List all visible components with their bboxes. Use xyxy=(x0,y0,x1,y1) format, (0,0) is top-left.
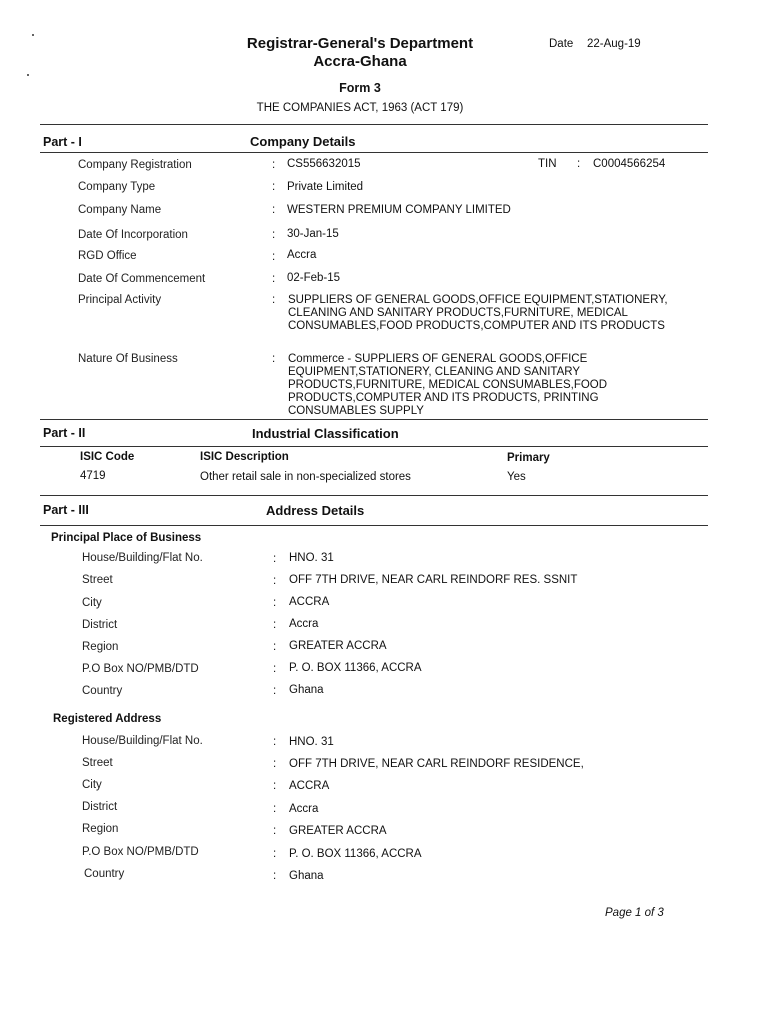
colon: : xyxy=(273,553,277,565)
registered-street-label: Street xyxy=(82,757,113,769)
colon: : xyxy=(273,736,277,748)
primary-value: Yes xyxy=(507,471,526,483)
date-of-commencement-value: 02-Feb-15 xyxy=(287,272,341,284)
part-2-label: Part - II xyxy=(43,426,86,440)
colon: : xyxy=(272,181,276,193)
registered-street-value: OFF 7TH DRIVE, NEAR CARL REINDORF RESIDENCE, xyxy=(289,758,584,770)
form-number: Form 3 xyxy=(339,81,381,95)
principal-pobox-value: P. O. BOX 11366, ACCRA xyxy=(289,662,422,674)
registered-district-value: Accra xyxy=(289,803,319,815)
principal-country-label: Country xyxy=(82,685,123,697)
colon: : xyxy=(272,353,276,365)
principal-house-label: House/Building/Flat No. xyxy=(82,552,203,564)
principal-country-value: Ghana xyxy=(289,684,324,696)
colon: : xyxy=(272,229,276,241)
registered-city-value: ACCRA xyxy=(289,780,330,792)
date-label: Date xyxy=(549,38,574,50)
company-type-value: Private Limited xyxy=(287,181,364,193)
company-name-value: WESTERN PREMIUM COMPANY LIMITED xyxy=(287,204,511,216)
colon: : xyxy=(273,685,277,697)
colon: : xyxy=(273,780,277,792)
isic-code-header: ISIC Code xyxy=(80,451,135,463)
registered-house-value: HNO. 31 xyxy=(289,736,334,748)
tin-value: C0004566254 xyxy=(593,158,666,170)
registered-pobox-value: P. O. BOX 11366, ACCRA xyxy=(289,848,422,860)
part-3-label: Part - III xyxy=(43,503,89,517)
colon: : xyxy=(273,870,277,882)
part-1-label: Part - I xyxy=(43,135,82,149)
industrial-classification-title: Industrial Classification xyxy=(252,426,399,441)
colon: : xyxy=(272,251,276,263)
location-title: Accra-Ghana xyxy=(313,53,407,70)
nature-of-business-value: Commerce - SUPPLIERS OF GENERAL GOODS,OFFICE EQUIPMENT,STATIONERY, CLEANING AND SANITARY PRODUCTS,FURNITURE, MEDICAL CONSUMABLES,FOOD PRODUCTS,COMPUTER AND ITS PRODUCTS, PRINTING CONSUMABLES SUPPLY xyxy=(288,353,608,417)
colon: : xyxy=(273,575,277,587)
colon: : xyxy=(273,663,277,675)
principal-region-label: Region xyxy=(82,641,119,653)
company-name-label: Company Name xyxy=(78,204,162,216)
principal-street-label: Street xyxy=(82,574,113,586)
address-details-title: Address Details xyxy=(266,503,365,518)
date-of-incorporation-value: 30-Jan-15 xyxy=(287,228,339,240)
principal-pobox-label: P.O Box NO/PMB/DTD xyxy=(82,663,199,675)
tin-label: TIN xyxy=(538,158,557,170)
rgd-office-value: Accra xyxy=(287,249,317,261)
divider xyxy=(40,152,708,153)
principal-region-value: GREATER ACCRA xyxy=(289,640,387,652)
date-of-commencement-label: Date Of Commencement xyxy=(78,273,206,285)
principal-activity-value: SUPPLIERS OF GENERAL GOODS,OFFICE EQUIPMENT,STATIONERY, CLEANING AND SANITARY PRODUCTS,FURNITURE, MEDICAL CONSUMABLES,FOOD PRODUCTS,COMPUTER AND ITS PRODUCTS xyxy=(288,294,668,332)
scan-mark xyxy=(32,34,34,36)
principal-activity-label: Principal Activity xyxy=(78,294,162,306)
colon: : xyxy=(272,294,276,306)
registered-city-label: City xyxy=(82,779,102,791)
principal-city-label: City xyxy=(82,597,102,609)
divider xyxy=(40,419,708,420)
divider xyxy=(40,124,708,125)
registered-address-heading: Registered Address xyxy=(53,713,162,725)
divider xyxy=(40,495,708,496)
company-registration-value: CS556632015 xyxy=(287,158,361,170)
registered-country-value: Ghana xyxy=(289,870,324,882)
rgd-office-label: RGD Office xyxy=(78,250,137,262)
colon: : xyxy=(273,825,277,837)
colon: : xyxy=(273,848,277,860)
company-registration-label: Company Registration xyxy=(78,159,192,171)
colon: : xyxy=(272,204,276,216)
registered-region-label: Region xyxy=(82,823,119,835)
isic-description-header: ISIC Description xyxy=(200,451,289,463)
principal-city-value: ACCRA xyxy=(289,596,330,608)
colon: : xyxy=(273,641,277,653)
registered-pobox-label: P.O Box NO/PMB/DTD xyxy=(82,846,199,858)
act-title: THE COMPANIES ACT, 1963 (ACT 179) xyxy=(256,102,464,114)
page-number: Page 1 of 3 xyxy=(605,907,664,919)
colon: : xyxy=(272,273,276,285)
colon: : xyxy=(273,619,277,631)
colon: : xyxy=(577,158,581,170)
nature-of-business-label: Nature Of Business xyxy=(78,353,178,365)
colon: : xyxy=(272,159,276,171)
colon: : xyxy=(273,758,277,770)
department-title: Registrar-General's Department xyxy=(246,35,474,52)
primary-header: Primary xyxy=(507,452,550,464)
isic-description-value: Other retail sale in non-specialized stores xyxy=(200,471,411,483)
registered-house-label: House/Building/Flat No. xyxy=(82,735,203,747)
principal-street-value: OFF 7TH DRIVE, NEAR CARL REINDORF RES. SSNIT xyxy=(289,574,578,586)
principal-district-label: District xyxy=(82,619,118,631)
registered-region-value: GREATER ACCRA xyxy=(289,825,387,837)
date-value: 22-Aug-19 xyxy=(587,38,641,50)
principal-house-value: HNO. 31 xyxy=(289,552,334,564)
colon: : xyxy=(273,597,277,609)
registered-district-label: District xyxy=(82,801,118,813)
principal-place-heading: Principal Place of Business xyxy=(51,532,202,544)
registered-country-label: Country xyxy=(84,868,125,880)
date-of-incorporation-label: Date Of Incorporation xyxy=(78,229,188,241)
principal-district-value: Accra xyxy=(289,618,319,630)
divider xyxy=(40,525,708,526)
scan-mark xyxy=(27,74,29,76)
isic-code-value: 4719 xyxy=(80,470,106,482)
company-details-title: Company Details xyxy=(250,134,356,149)
divider xyxy=(40,446,708,447)
company-type-label: Company Type xyxy=(78,181,156,193)
colon: : xyxy=(273,803,277,815)
